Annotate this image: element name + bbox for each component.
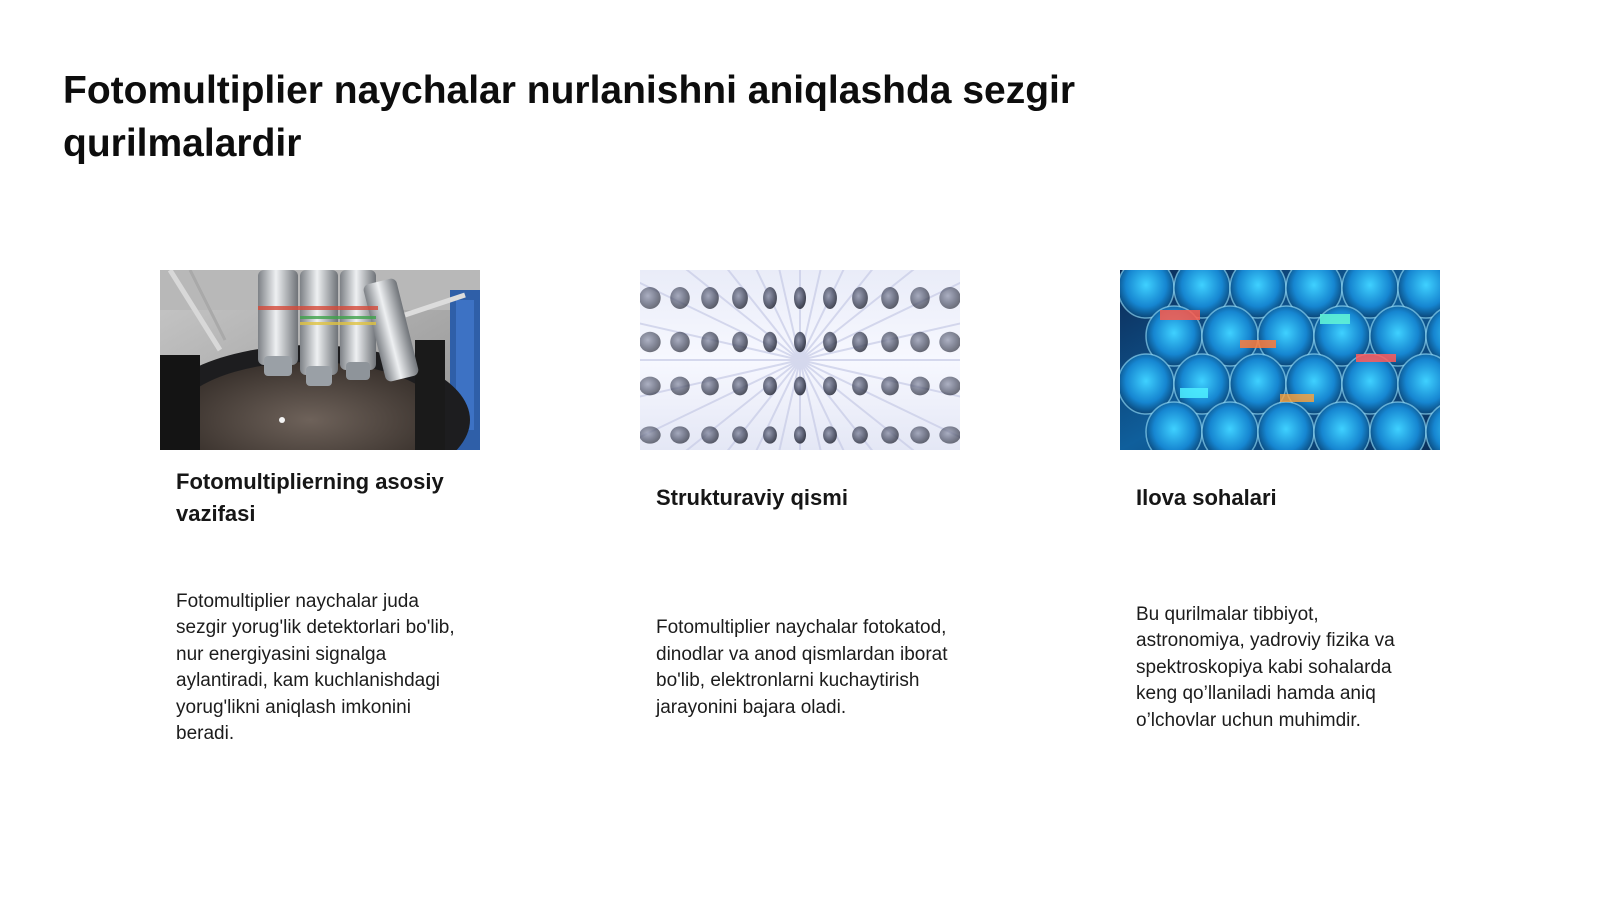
slide-title: Fotomultiplier naychalar nurlanishni aniqlashda sezgir qurilmalardir: [63, 69, 1076, 165]
card-description: Fotomultiplier naychalar fotokatod, dinodlar va anod qismlardan iborat bo'lib, elektronlarni kuchaytirish jarayonini bajara oladi.: [656, 617, 948, 718]
card-description: Fotomultiplier naychalar juda sezgir yorug'lik detektorlari bo'lib, nur energiyasini signalga aylantiradi, kam kuchlanishdagi yorug'likni aniqlash imkonini beradi.: [176, 590, 455, 744]
card-heading: Ilova sohalari: [1136, 485, 1277, 510]
tube-array-photo-icon: [640, 270, 960, 450]
card-description: Bu qurilmalar tibbiyot, astronomiya, yadroviy fizika va spektroskopiya kabi sohalarda keng qo’llaniladi hamda aniq o’lchovlar uchun muhimdir.: [1136, 603, 1395, 731]
card-heading: Fotomultiplierning asosiy vazifasi: [176, 469, 444, 526]
card-heading: Strukturaviy qismi: [656, 485, 848, 510]
feature-card-applications: [1120, 270, 1440, 810]
feature-card-structure: [640, 270, 960, 810]
feature-card-main-function: [160, 270, 480, 810]
glass-lenses-photo-icon: [1120, 270, 1440, 450]
microscope-photo-icon: [160, 270, 480, 450]
